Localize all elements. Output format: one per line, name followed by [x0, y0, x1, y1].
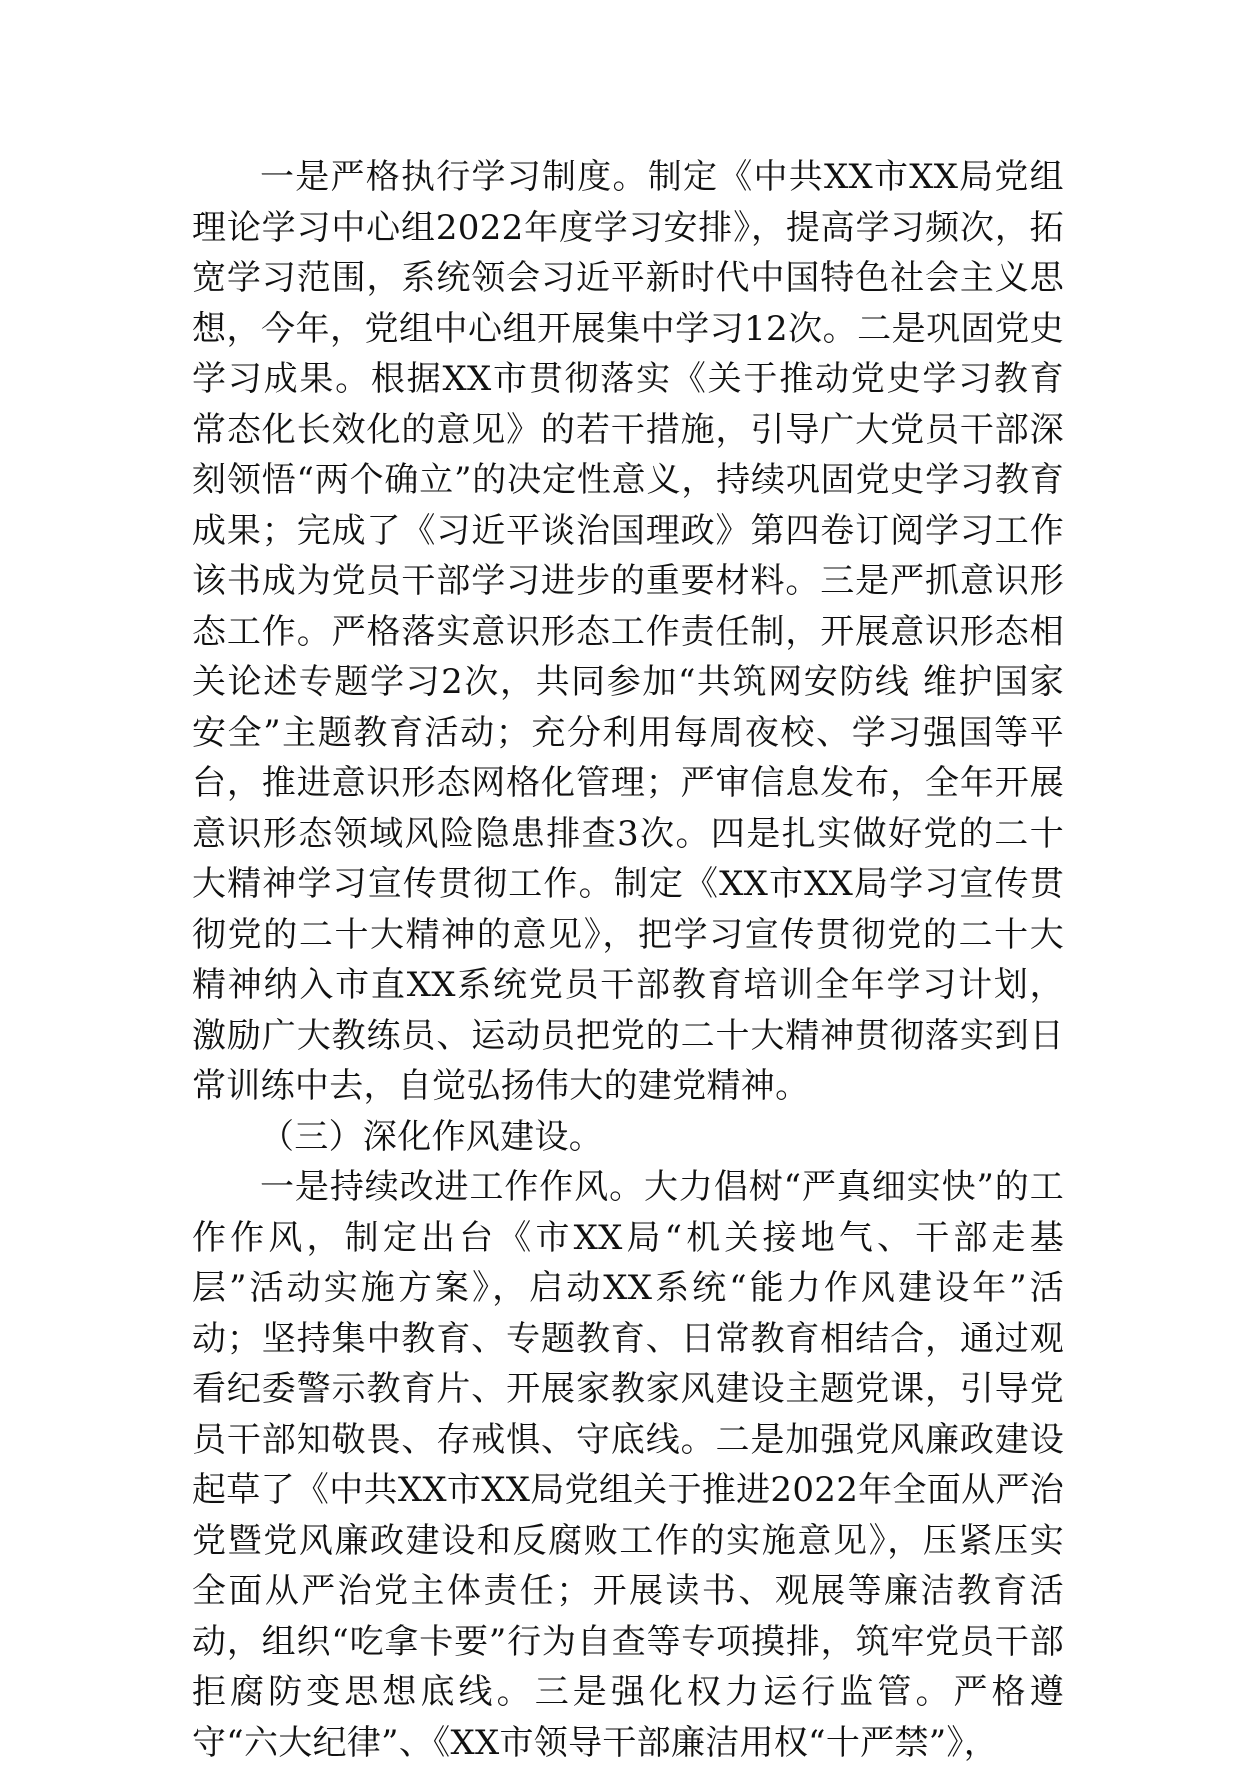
paragraph-study-system: 一是严格执行学习制度。制定《中共XX市XX局党组理论学习中心组2022年度学习安排》，提高学习频次，拓宽学习范围，系统领会习近平新时代中国特色社会主义思想，今年，党组中心组开展集中学习12次。二是巩固党史学习成果。根据XX市贯彻落实《关于推动党史学习教育常态化长效化的意见》的若干措施，引导广大党员干部深刻领悟“两个确立”的决定性意义，持续巩固党史学习教育成果；完成了《习近平谈治国理政》第四卷订阅学习工作该书成为党员干部学习进步的重要材料。三是严抓意识形态工作。严格落实意识形态工作责任制，开展意识形态相关论述专题学习2次，共同参加“共筑网安防线 维护国家安全”主题教育活动；充分利用每周夜校、学习强国等平台，推进意识形态网格化管理；严审信息发布，全年开展意识形态领域风险隐患排查3次。四是扎实做好党的二十大精神学习宣传贯彻工作。制定《XX市XX局学习宣传贯彻党的二十大精神的意见》，把学习宣传贯彻党的二十大精神纳入市直XX系统党员干部教育培训全年学习计划，激励广大教练员、运动员把党的二十大精神贯彻落实到日常训练中去，自觉弘扬伟大的建党精神。 — [192, 157, 1064, 1106]
section-heading-work-style: （三）深化作风建设。 — [260, 1116, 603, 1157]
paragraph-work-style: 一是持续改进工作作风。大力倡树“严真细实快”的工作作风，制定出台《市XX局“机关接地气、干部走基层”活动实施方案》，启动XX系统“能力作风建设年”活动；坚持集中教育、专题教育、日常教育相结合，通过观看纪委警示教育片、开展家教家风建设主题党课，引导党员干部知敬畏、存戒惧、守底线。二是加强党风廉政建设起草了《中共XX市XX局党组关于推进2022年全面从严治党暨党风廉政建设和反腐败工作的实施意见》，压紧压实全面从严治党主体责任；开展读书、观展等廉洁教育活动，组织“吃拿卡要”行为自查等专项摸排，筑牢党员干部拒腐防变思想底线。三是强化权力运行监管。严格遵守“六大纪律”、《XX市领导干部廉洁用权“十严禁”》， — [192, 1167, 1064, 1763]
document-body — [192, 152, 1064, 1768]
